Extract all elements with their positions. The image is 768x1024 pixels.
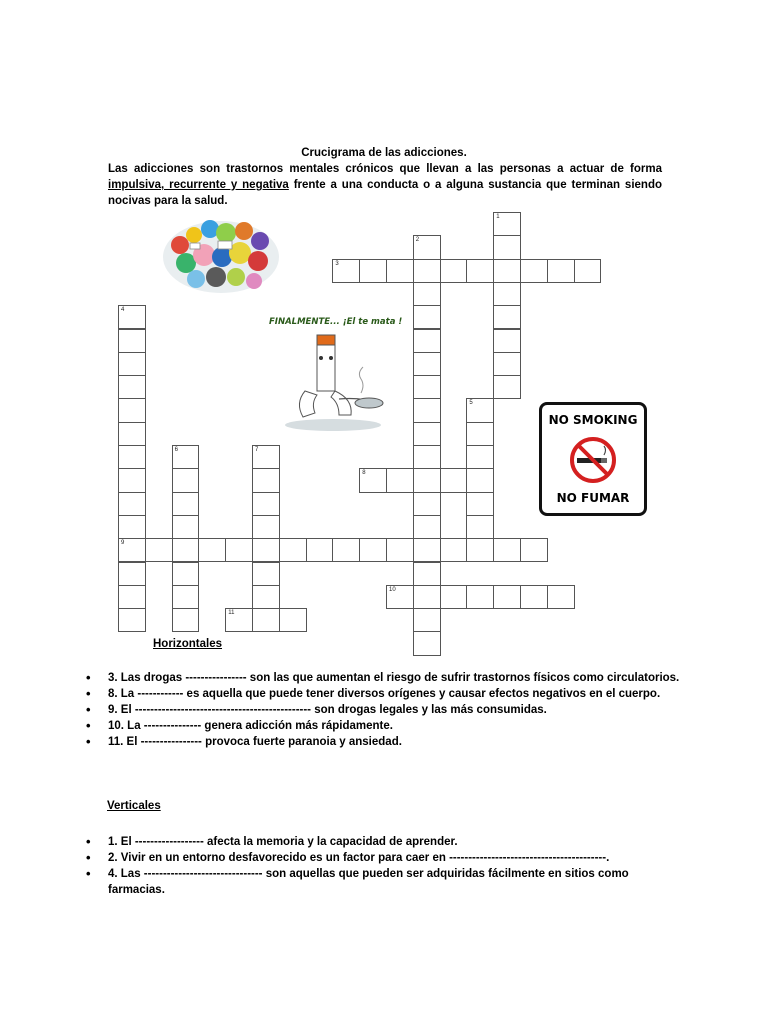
- intro-text-1: Las adicciones son trastornos mentales crónicos que llevan a las personas a actuar de forma: [108, 163, 662, 175]
- crossword-cell[interactable]: [413, 422, 441, 446]
- crossword-cell[interactable]: [466, 492, 494, 516]
- crossword-cell[interactable]: [172, 585, 200, 609]
- crossword-cell[interactable]: [332, 259, 360, 283]
- crossword-cell[interactable]: [520, 585, 548, 609]
- crossword-cell[interactable]: [252, 492, 280, 516]
- crossword-cell[interactable]: [118, 352, 146, 376]
- crossword-cell[interactable]: [118, 538, 146, 562]
- crossword-cell[interactable]: [118, 445, 146, 469]
- crossword-cell[interactable]: [252, 608, 280, 632]
- crossword-cell[interactable]: [466, 515, 494, 539]
- crossword-cell[interactable]: [118, 305, 146, 329]
- crossword-clue-number: 5: [469, 400, 473, 407]
- crossword-cell[interactable]: [413, 329, 441, 353]
- crossword-cell[interactable]: [413, 492, 441, 516]
- crossword-cell[interactable]: [493, 585, 521, 609]
- crossword-cell[interactable]: [440, 468, 468, 492]
- intro-text-2: frente a una conducta o a alguna sustancia que terminan siendo nocivas para la salud.: [108, 179, 662, 207]
- crossword-cell[interactable]: [359, 538, 387, 562]
- crossword-cell[interactable]: [118, 585, 146, 609]
- crossword-cell[interactable]: [225, 538, 253, 562]
- crossword-cell[interactable]: [413, 631, 441, 655]
- cartoon-caption: FINALMENTE... ¡El te mata !: [269, 317, 403, 327]
- crossword-cell[interactable]: [118, 492, 146, 516]
- crossword-cell[interactable]: [386, 585, 414, 609]
- clue-h-9: • 9. El ---------------------------------------------- son drogas legales y las más consumidas.: [84, 702, 684, 718]
- page-title: Crucigrama de las adicciones.: [301, 147, 467, 159]
- intro-underlined: impulsiva, recurrente y negativa: [108, 179, 289, 191]
- crossword-cell[interactable]: [466, 468, 494, 492]
- clue-h-8: • 8. La ------------ es aquella que puede tener diversos orígenes y causar efectos negativos en el cuerpo.: [84, 686, 684, 702]
- verticales-heading: Verticales: [107, 800, 161, 812]
- crossword-cell[interactable]: [118, 562, 146, 586]
- crossword-cell[interactable]: [413, 235, 441, 259]
- crossword-cell[interactable]: [413, 352, 441, 376]
- crossword-cell[interactable]: [252, 468, 280, 492]
- crossword-cell[interactable]: [118, 375, 146, 399]
- crossword-clue-number: 4: [121, 307, 125, 314]
- sign-top-text: NO SMOKING: [548, 413, 638, 427]
- crossword-clue-number: 3: [335, 260, 339, 267]
- crossword-cell[interactable]: [413, 608, 441, 632]
- crossword-cell[interactable]: [172, 468, 200, 492]
- crossword-cell[interactable]: [574, 259, 602, 283]
- crossword-cell[interactable]: [225, 608, 253, 632]
- sign-bottom-text: NO FUMAR: [556, 491, 630, 505]
- crossword-cell[interactable]: [466, 538, 494, 562]
- crossword-cell[interactable]: [386, 538, 414, 562]
- crossword-cell[interactable]: [172, 608, 200, 632]
- horizontales-list: [84, 670, 684, 750]
- clue-v-4: • 4. Las ------------------------------- son aquellas que pueden ser adquiridas fácilmente en sitios como farmacias.: [84, 866, 684, 898]
- crossword-cell[interactable]: [493, 282, 521, 306]
- crossword-cell[interactable]: [118, 398, 146, 422]
- crossword-cell[interactable]: [440, 538, 468, 562]
- crossword-cell[interactable]: [466, 422, 494, 446]
- crossword-cell[interactable]: [466, 398, 494, 422]
- crossword-cell[interactable]: [252, 515, 280, 539]
- crossword-clue-number: 9: [121, 540, 125, 547]
- crossword-clue-number: 11: [228, 610, 235, 617]
- crossword-cell[interactable]: [386, 468, 414, 492]
- crossword-clue-number: 10: [389, 586, 396, 593]
- crossword-cell[interactable]: [118, 468, 146, 492]
- crossword-clue-number: 1: [496, 214, 500, 220]
- crossword-cell[interactable]: [279, 608, 307, 632]
- crossword-cell[interactable]: [306, 538, 334, 562]
- crossword-cell[interactable]: [547, 259, 575, 283]
- crossword-cell[interactable]: [413, 305, 441, 329]
- crossword-cell[interactable]: [413, 538, 441, 562]
- crossword-cell[interactable]: [252, 585, 280, 609]
- crossword-cell[interactable]: [413, 282, 441, 306]
- crossword-cell[interactable]: [252, 538, 280, 562]
- crossword-cell[interactable]: [493, 538, 521, 562]
- crossword-cell[interactable]: [198, 538, 226, 562]
- crossword-cell[interactable]: [172, 445, 200, 469]
- crossword-cell[interactable]: [520, 538, 548, 562]
- crossword-cell[interactable]: [413, 585, 441, 609]
- crossword-cell[interactable]: [466, 259, 494, 283]
- crossword-cell[interactable]: [413, 259, 441, 283]
- clue-h-3: • 3. Las drogas ---------------- son las que aumentan el riesgo de sufrir trastornos físicos como circulatorios.: [84, 670, 684, 686]
- crossword-cell[interactable]: [413, 375, 441, 399]
- crossword-cell[interactable]: [279, 538, 307, 562]
- crossword-cell[interactable]: [118, 608, 146, 632]
- crossword-clue-number: 8: [362, 470, 366, 477]
- crossword-cell[interactable]: [440, 585, 468, 609]
- crossword-cell[interactable]: [172, 562, 200, 586]
- crossword-cell[interactable]: [413, 562, 441, 586]
- crossword-cell[interactable]: [386, 259, 414, 283]
- crossword-cell[interactable]: [118, 329, 146, 353]
- crossword-cell[interactable]: [493, 352, 521, 376]
- crossword-clue-number: 2: [415, 237, 420, 244]
- crossword-cell[interactable]: [493, 305, 521, 329]
- crossword-cell[interactable]: [172, 515, 200, 539]
- crossword-cell[interactable]: [413, 445, 441, 469]
- crossword-cell[interactable]: [118, 515, 146, 539]
- clue-v-2: • 2. Vivir en un entorno desfavorecido es un factor para caer en -----------------------------------------.: [84, 850, 684, 866]
- crossword-cell[interactable]: [413, 468, 441, 492]
- crossword-cell[interactable]: [493, 259, 521, 283]
- crossword-cell[interactable]: [493, 212, 521, 236]
- clue-h-10: • 10. La --------------- genera adicción más rápidamente.: [84, 718, 684, 734]
- verticales-list: [84, 834, 684, 898]
- crossword-cell[interactable]: [493, 375, 521, 399]
- crossword-cell[interactable]: [145, 538, 173, 562]
- clue-v-1: • 1. El ------------------ afecta la memoria y la capacidad de aprender.: [84, 834, 684, 850]
- crossword-cell[interactable]: [172, 492, 200, 516]
- clue-h-11: • 11. El ---------------- provoca fuerte paranoia y ansiedad.: [84, 734, 684, 750]
- crossword-cell[interactable]: [493, 329, 521, 353]
- crossword-cell[interactable]: [252, 562, 280, 586]
- crossword-cell[interactable]: [520, 259, 548, 283]
- crossword-cell[interactable]: [493, 235, 521, 259]
- crossword-clue-number: 7: [255, 447, 259, 453]
- crossword-cell[interactable]: [359, 259, 387, 283]
- crossword-cell[interactable]: [466, 585, 494, 609]
- crossword-cell[interactable]: [440, 259, 468, 283]
- crossword-clue-number: 6: [174, 447, 178, 453]
- crossword-cell[interactable]: [466, 445, 494, 469]
- crossword-cell[interactable]: [413, 515, 441, 539]
- crossword-cell[interactable]: [252, 445, 280, 469]
- crossword-cell[interactable]: [359, 468, 387, 492]
- crossword-cell[interactable]: [332, 538, 360, 562]
- crossword-cell[interactable]: [172, 538, 200, 562]
- crossword-cell[interactable]: [547, 585, 575, 609]
- crossword-cell[interactable]: [413, 398, 441, 422]
- horizontales-heading: Horizontales: [153, 638, 223, 650]
- crossword-cell[interactable]: [118, 422, 146, 446]
